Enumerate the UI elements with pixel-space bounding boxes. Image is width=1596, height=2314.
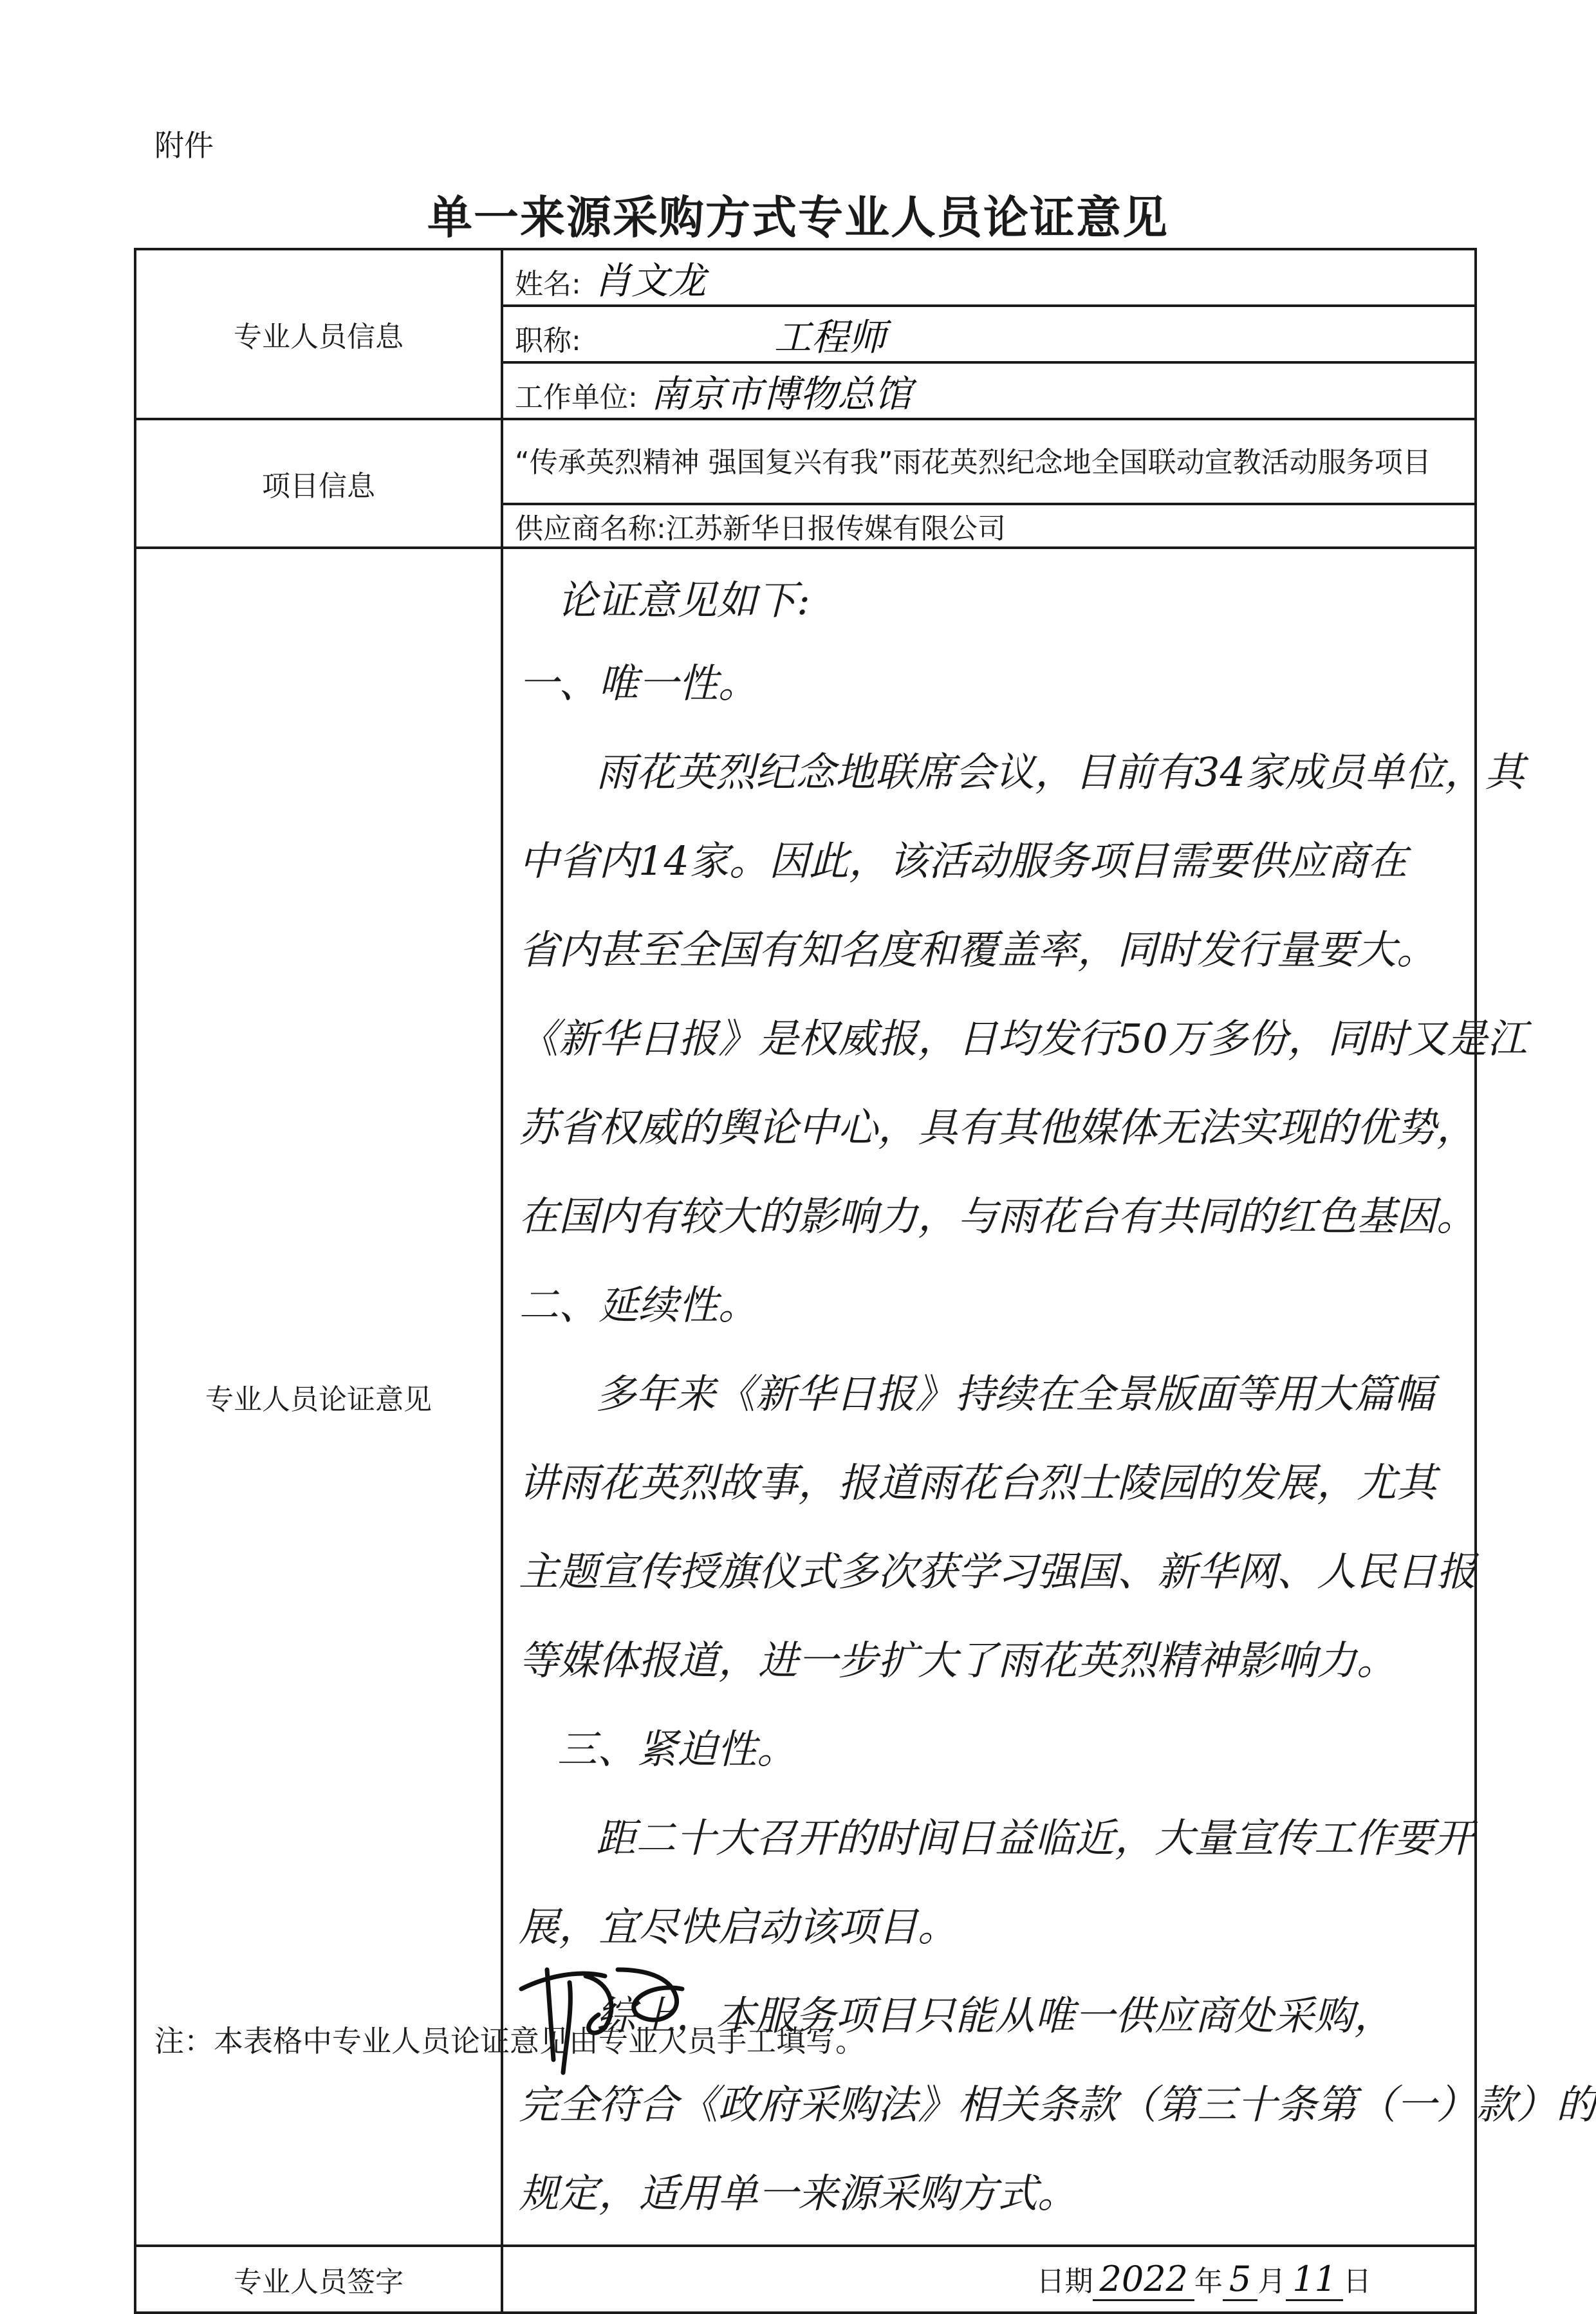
project-info-label: 项目信息 [135,419,502,548]
opinion-line: 省内甚至全国有知名度和覆盖率，同时发行量要大。 [519,926,1437,973]
opinion-line: 苏省权威的舆论中心，具有其他媒体无法实现的优势， [519,1104,1477,1151]
opinion-line: 《新华日报》是权威报，日均发行50万多份，同时又是江 [519,1015,1527,1062]
date-year: 2022 [1093,2259,1194,2301]
name-label: 姓名: [515,268,581,301]
name-value: 肖文龙 [593,259,706,303]
work-unit-row [502,362,1476,419]
opinion-line: 在国内有较大的影响力，与雨花台有共同的红色基因。 [519,1193,1477,1240]
opinion-line: 中省内14家。因此，该活动服务项目需要供应商在 [519,837,1407,884]
project-name: “传承英烈精神 强国复兴有我”雨花英烈纪念地全国联动宣教活动服务项目 [515,446,1431,479]
date-month-unit: 月 [1257,2264,1286,2298]
title-label: 职称: [515,324,581,357]
opinion-line: 等媒体报道，进一步扩大了雨花英烈精神影响力。 [519,1637,1397,1684]
date-month: 5 [1223,2259,1257,2301]
opinion-label: 专业人员论证意见 [135,548,502,2246]
date-day-unit: 日 [1343,2264,1371,2298]
date-day: 11 [1286,2259,1343,2301]
document-title: 单一来源采购方式专业人员论证意见 [427,191,1169,244]
project-name-cell [502,419,1476,504]
title-row [502,306,1476,362]
opinion-line: 距二十大召开的时间日益临近，大量宣传工作要开 [596,1815,1474,1861]
opinion-form-table [134,248,1596,2314]
opinion-line: 规定，适用单一来源采购方式。 [519,2170,1078,2217]
name-row [502,249,1476,306]
work-unit-label: 工作单位: [515,381,638,414]
date-year-unit: 年 [1194,2264,1223,2298]
opinion-line: 论证意见如下: [557,577,810,624]
opinion-line: 雨花英烈纪念地联席会议，目前有34家成员单位，其 [596,749,1525,796]
footnote: 注：本表格中专业人员论证意见由专业人员手工填写。 [154,2024,865,2058]
opinion-line: 完全符合《政府采购法》相关条款（第三十条第（一）款）的 [519,2081,1596,2128]
work-unit-value: 南京市博物总馆 [650,372,912,416]
date-cell [502,2246,1476,2313]
opinion-line: 一、唯一性。 [519,660,759,707]
opinion-line: 三、紧迫性。 [557,1726,797,1773]
title-value: 工程师 [774,315,886,359]
opinion-line: 二、延续性。 [519,1282,759,1329]
supplier-label: 供应商名称: [515,512,666,545]
opinion-line: 主题宣传授旗仪式多次获学习强国、新华网、人民日报 [519,1548,1477,1595]
opinion-line: 多年来《新华日报》持续在全景版面等用大篇幅 [596,1370,1434,1417]
supplier-value: 江苏新华日报传媒有限公司 [665,512,1006,545]
signature-label: 专业人员签字 [135,2246,502,2313]
supplier-row [502,504,1476,548]
opinion-line: 综上，本服务项目只能从唯一供应商处采购， [596,1992,1395,2039]
date-field [503,2258,1474,2301]
opinion-line: 展，宜尽快启动该项目。 [519,1903,958,1950]
opinion-line: 讲雨花英烈故事，报道雨花台烈士陵园的发展，尤其 [519,1459,1437,1506]
attachment-label: 附件 [154,128,214,163]
date-label: 日期 [1036,2264,1093,2298]
expert-info-label: 专业人员信息 [135,249,502,419]
